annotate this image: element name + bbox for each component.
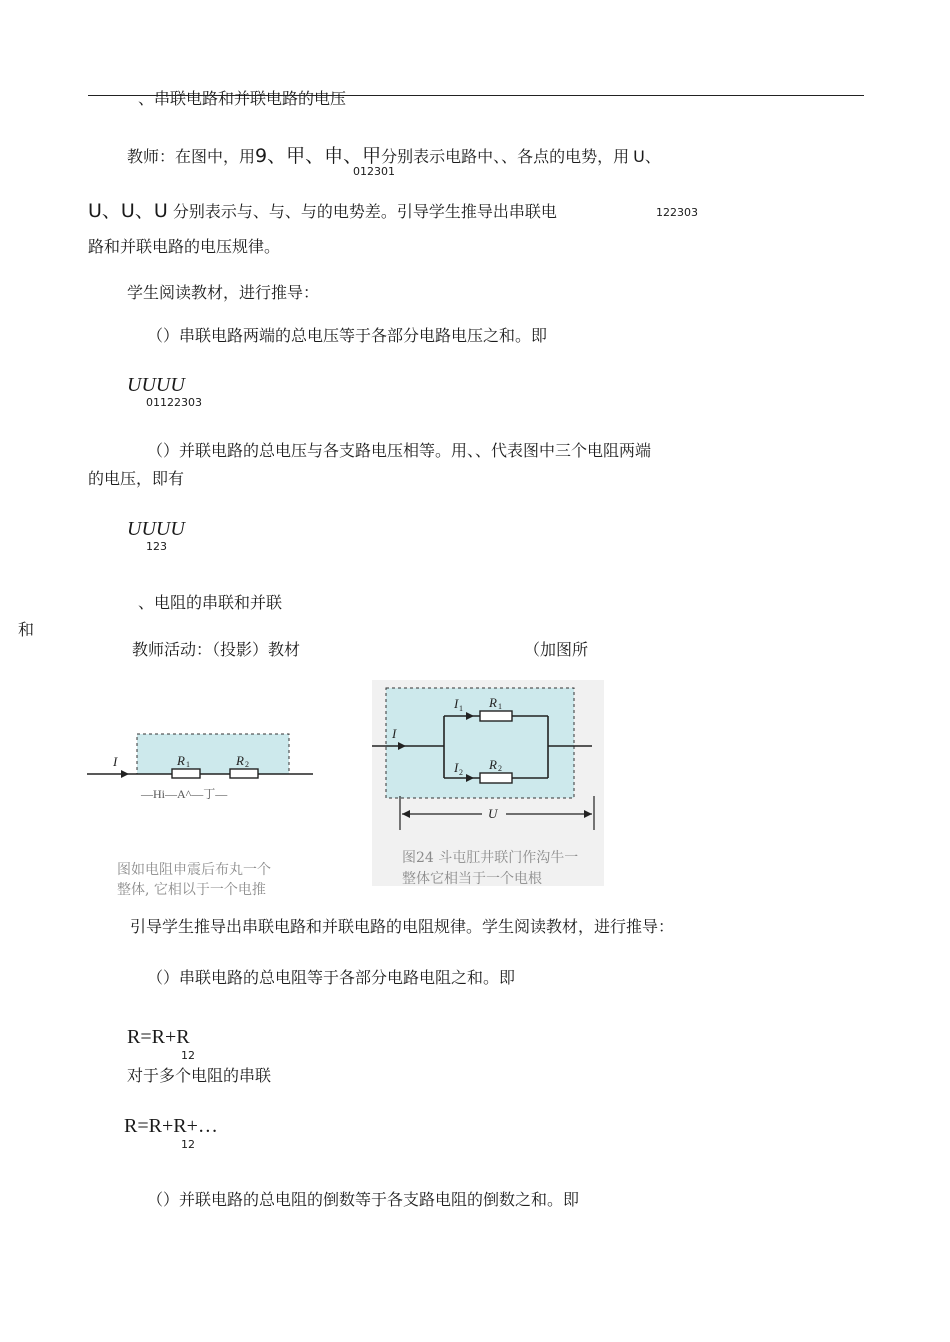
formula-multi-series-resistance: R=R+R+… xyxy=(124,1115,218,1137)
i2-label: I xyxy=(454,760,459,775)
text-run: 分别表示与、与、与的电势差。引导学生推导出串联电 xyxy=(172,202,557,221)
formula-series-voltage: UUUU xyxy=(127,374,185,396)
series-figure-caption-cut: 整体, 它相以于一个电推 xyxy=(117,882,266,898)
formula-series-resistance: R=R+R xyxy=(127,1026,190,1048)
u-right-arrow-icon xyxy=(584,810,592,818)
r1-subscript: 1 xyxy=(186,760,190,769)
text-run: 教师：在图中，用 xyxy=(127,147,256,166)
text-run: 分别表示电路中、、各点的电势，用 xyxy=(381,147,630,166)
r1-label: R xyxy=(489,695,497,710)
series-figure-caption: 图如电阻申震后布丸一个 xyxy=(117,862,271,878)
current-arrow-icon xyxy=(121,770,129,778)
voltage-symbols: U、U、U xyxy=(88,200,168,222)
formula-subscripts: 12 xyxy=(181,1049,195,1062)
cut-text-right: （加图所 xyxy=(524,640,589,659)
i1-label: I xyxy=(454,696,459,711)
potential-symbols: 9、甲、申、甲 xyxy=(255,145,382,167)
formula-subscripts: 12 xyxy=(181,1138,195,1151)
cut-text-mid: 教师活动：（投影）教材 xyxy=(132,640,301,659)
section-heading-voltage: 、串联电路和并联电路的电压 xyxy=(138,89,347,108)
resistor-r2 xyxy=(230,769,258,778)
r2-label: R xyxy=(236,753,244,768)
teacher-paragraph-line2 xyxy=(88,201,557,222)
i2-subscript: 2 xyxy=(459,768,463,777)
section-heading-resistance: 、电阻的串联和并联 xyxy=(138,593,283,612)
multi-series-line: 对于多个电阻的串联 xyxy=(127,1066,272,1085)
r2-label: R xyxy=(489,757,497,772)
parallel-figure-caption-cut: 整体它相当于一个电根 xyxy=(402,871,542,887)
resistor-r1 xyxy=(480,711,512,721)
formula-subscripts: 123 xyxy=(146,540,167,553)
current-label: I xyxy=(113,754,118,769)
i1-subscript: 1 xyxy=(459,704,463,713)
resistor-r1 xyxy=(172,769,200,778)
resistance-derivation-intro: 引导学生推导出串联电路和并联电路的电阻规律。学生阅读教材，进行推导： xyxy=(130,917,675,936)
parallel-resistance-rule: （）并联电路的总电阻的倒数等于各支路电阻的倒数之和。即 xyxy=(147,1190,580,1209)
series-voltage-rule: （）串联电路两端的总电压等于各部分电路电压之和。即 xyxy=(147,326,548,345)
parallel-voltage-rule-line2: 的电压，即有 xyxy=(88,469,185,488)
student-reading-line: 学生阅读教材，进行推导： xyxy=(127,283,320,302)
subscript-row: 122303 xyxy=(656,206,698,219)
formula-subscripts: 01122303 xyxy=(146,396,202,409)
parallel-voltage-rule-line1: （）并联电路的总电压与各支路电压相等。用、、代表图中三个电阻两端 xyxy=(147,441,652,460)
r2-subscript: 2 xyxy=(498,764,502,773)
teacher-paragraph-line1 xyxy=(127,146,661,167)
r1-subscript: 1 xyxy=(498,702,502,711)
voltage-symbol: U、 xyxy=(633,147,661,166)
r2-subscript: 2 xyxy=(245,760,249,769)
resistor-r2 xyxy=(480,773,512,783)
parallel-circuit-figure xyxy=(372,684,604,834)
series-circuit-figure xyxy=(85,730,320,800)
r1-label: R xyxy=(177,753,185,768)
cut-label-below: —Hi—A^—丁— xyxy=(141,787,228,801)
current-label: I xyxy=(392,726,397,741)
series-resistance-rule: （）串联电路的总电阻等于各部分电路电阻之和。即 xyxy=(147,968,516,987)
series-box xyxy=(137,734,289,774)
u-left-arrow-icon xyxy=(402,810,410,818)
u-label: U xyxy=(488,806,498,821)
formula-parallel-voltage: UUUU xyxy=(127,518,185,540)
teacher-paragraph-line3: 路和并联电路的电压规律。 xyxy=(88,237,281,256)
cut-text-left: 和 xyxy=(18,620,35,639)
subscript-row: 012301 xyxy=(353,165,395,178)
parallel-figure-caption: 图24 斗屯肛井联门作沟牛一 xyxy=(402,850,579,866)
